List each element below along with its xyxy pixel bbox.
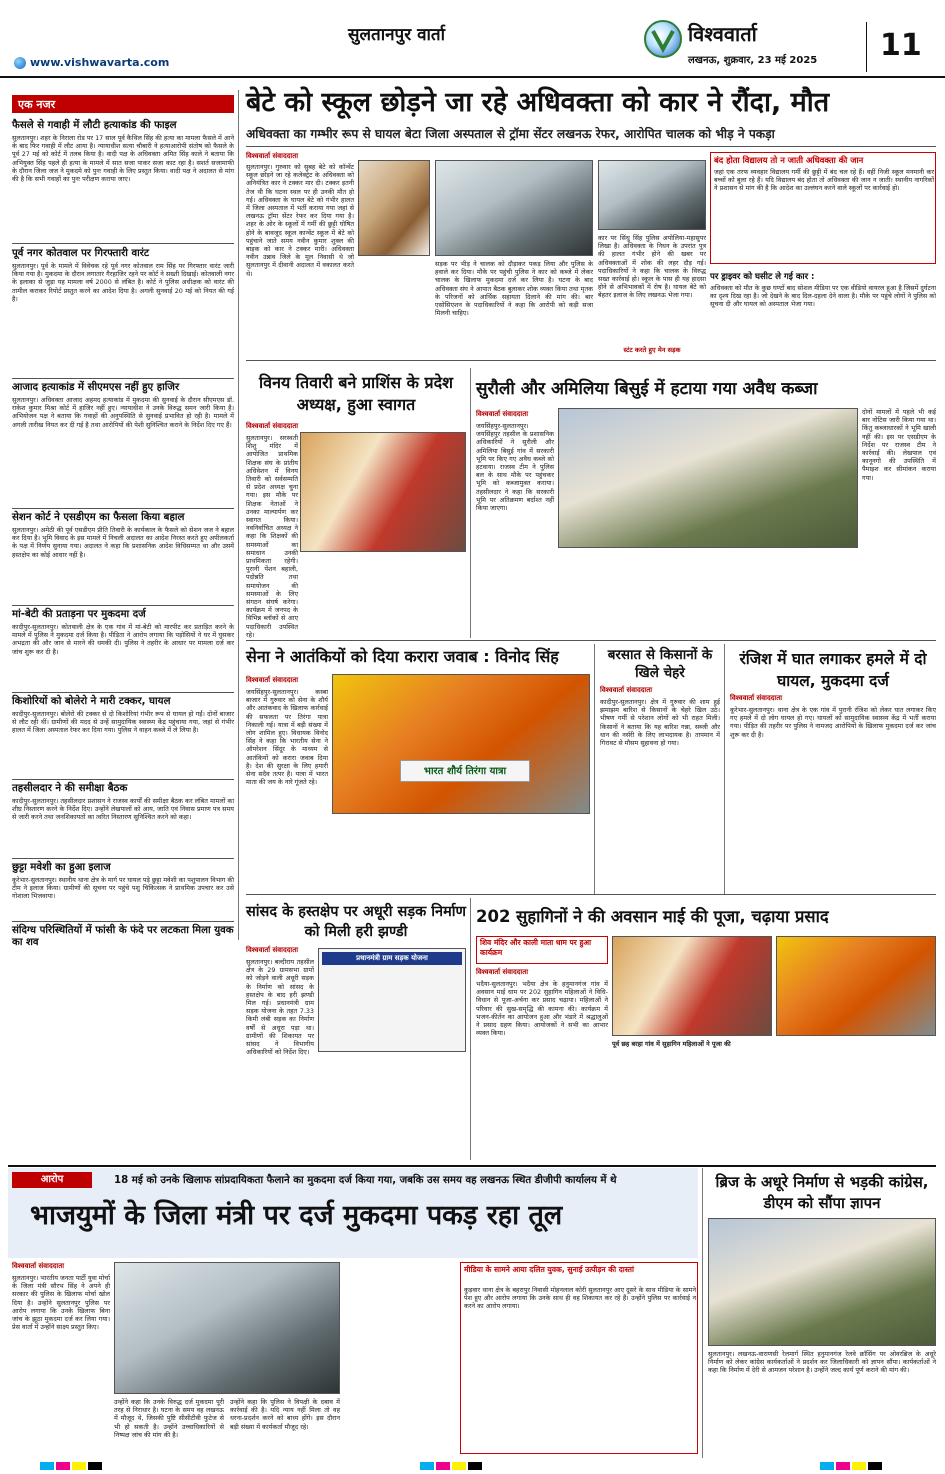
tiranga-banner: भारत शौर्य तिरंगा यात्रा: [400, 760, 530, 782]
story-body: कूरेभार-सुलतानपुर। थाना क्षेत्र के एक गांव में पुरानी रंजिश को लेकर घात लगाकर किए गए हमले में दो लोग घायल हो गए। घायलों को सामुदायिक स्वास्थ्य केंद्र में भर्ती कराया गया। पीड़ित की तहरीर पर पुलिस ने नामजद आरोपियों के खिलाफ मुकदमा दर्ज कर जांच शुरू कर दी है।: [730, 706, 936, 739]
byline: विश्ववार्ता संवाददाता: [730, 694, 783, 702]
inset-headline: मीडिया के सामने आया दलित युवक, सुनाई उत्पीड़न की दास्तां: [464, 1265, 634, 1274]
byline: विश्ववार्ता संवाददाता: [246, 152, 299, 160]
sidebar-item-body: सुलतानपुर। अमेठी की पूर्व एसडीएम प्रीति तिवारी के कार्यकाल के फैसले को सेशन जज ने बहाल कर दिया है। भूमि विवाद के इस मामले में निचली अदालत का आदेश निरस्त करते हुए अपीलकर्ता के पक्ष में निर्णय सुनाया गया। अदालत ने कहा कि प्रशासनिक आदेश विधिसम्मत था और उसमें हस्तक्षेप का कोई आधार नहीं है।: [12, 526, 234, 559]
byline: विश्ववार्ता संवाददाता: [246, 422, 299, 430]
top-story-body: सुलतानपुर। गुरुवार को सुबह बेटे को कॉन्वेंट स्कूल छोड़ने जा रहे कलेक्ट्रेट के अधिवक्ता को अनियंत्रित कार ने टक्कर मार दी। टक्कर इतनी तेज थी कि घटना स्थल पर ही उनकी मौत हो गई। अधिवक्ता के घायल बेटे को गंभीर हालत में जिला अस्पताल में भर्ती कराया गया जहां से लखनऊ ट्रॉमा सेंटर रेफर कर दिया गया है। शहर के ओर के स्कूलों में गर्मी की छुट्टी घोषित होने के बावजूद स्कूल कान्वेंट स्कूल में बेटे को पहुंचाने जाते समय नवीन कुमार शुक्ल की बाइक को कार ने टक्कर मारी। अधिवक्ता नवीन उन्नाव जिले के मूल निवासी थे जो सुलतानपुर में दीवानी अदालत में वकालत करते थे।: [246, 163, 354, 278]
globe-icon: [14, 57, 26, 69]
top-story-body: सड़क पर भीड़ ने चालक को दौड़ाकर पकड़ लिया और पुलिस के हवाले कर दिया। मौके पर पहुंची पुलिस ने कार को कब्जे में लेकर चालक के खिलाफ मुकदमा दर्ज कर लिया है। घटना के बाद अधिवक्ता संघ ने आपात बैठक बुलाकर शोक व्यक्त किया तथा मृतक के परिजनों को आर्थिक सहायता दिलाने की मांग की। बार एसोसिएशन के पदाधिकारियों ने कहा कि आरोपी को कड़ी सजा मिलनी चाहिए।: [435, 260, 593, 318]
story-body: उन्होंने कहा कि पुलिस ने विपक्षी के दबाव में कार्रवाई की है। यदि न्याय नहीं मिला तो वह धरना-प्रदर्शन करने को बाध्य होंगे। इस दौरान बड़ी संख्या में कार्यकर्ता मौजूद रहे।: [230, 1398, 340, 1431]
photo-caption: स्टंट करते हुए मेन सड़क: [623, 346, 681, 354]
byline: विश्ववार्ता संवाददाता: [12, 1262, 65, 1270]
puja-photo-left: [612, 936, 772, 1036]
memorandum-photo: [708, 1218, 936, 1346]
sidebar-item-body: सुलतानपुर। अधिवक्ता आजाद अहमद हत्याकांड में मुकदमा की सुनवाई के दौरान सीएमएस डॉ. राकेश कुमार मिश्रा कोर्ट में हाजिर नहीं हुए। न्यायाधीश ने उनके विरुद्ध समन जारी किया है। अभियोजन पक्ष ने बताया कि गवाहों की अनुपस्थिति से सुनवाई प्रभावित हो रही है। मामले में अगली तारीख नियत कर दी गई है तथा आरोपियों की पेशी सुनिश्चित कराने के निर्देश दिए गए हैं।: [12, 396, 234, 429]
accident-scene-photo: [435, 160, 593, 256]
story-body: जयसिंहपुर-सुलतानपुर। जयसिंहपुर तहसील के प्रशासनिक अधिकारियों ने सुरौली और अमिलिया बिसुई गांव में सरकारी भूमि पर किए गए अवैध कब्जे को हटवाया। राजस्व टीम ने पुलिस बल के साथ मौके पर पहुंचकर भूमि को कब्जामुक्त कराया। तहसीलदार ने कहा कि सरकारी भूमि पर अतिक्रमण बर्दाश्त नहीं किया जाएगा।: [476, 422, 554, 513]
byline: विश्ववार्ता संवाददाता: [600, 686, 653, 694]
story-body: [318, 1056, 466, 1158]
tag-label: आरोप: [12, 1172, 92, 1188]
damaged-bike-photo: [598, 160, 706, 230]
story-body: दोनों मामलों में पहले भी कई बार नोटिस जारी किया गया था। किंतु कब्जाधारकों ने भूमि खाली नहीं की। इस पर एसडीएम के निर्देश पर राजस्व टीम ने कार्रवाई की। लेखपाल एवं कानूनगो की उपस्थिति में पैमाइश कर सीमांकन कराया गया।: [862, 408, 936, 482]
dateline: लखनऊ, शुक्रवार, 23 मई 2025: [688, 55, 818, 66]
brand-logo-icon: [644, 20, 682, 58]
signboard-title: प्रधानमंत्री ग्राम सड़क योजना: [322, 952, 462, 965]
story-body: सुलतानपुर। भारतीय जनता पार्टी युवा मोर्चा के जिला मंत्री सौरभ सिंह ने अपने ही सरकार की पुलिस के खिलाफ मोर्चा खोल दिया है। उन्होंने सुलतानपुर पुलिस पर आरोप लगाया कि उनके खिलाफ बिना जांच के झूठा मुकदमा दर्ज कर लिया गया। प्रेस वार्ता में उन्होंने साक्ष्य प्रस्तुत किए।: [12, 1274, 110, 1332]
right-headline[interactable]: ब्रिज के अधूरे निर्माण से भड़की कांग्रेस, डीएम को सौंपा ज्ञापन: [715, 1173, 929, 1212]
story-body: सुलतानपुर। लखनऊ-वाराणसी रेलमार्ग स्थित हनुमानगंज रेलवे क्रॉसिंग पर ओवरब्रिज के अधूरे निर्माण को लेकर कांग्रेस कार्यकर्ताओं ने प्रदर्शन कर जिलाधिकारी को ज्ञापन सौंपा। कार्यकर्ताओं ने कहा कि निर्माण में देरी से आमजन परेशान है। उन्होंने जल्द कार्य पूर्ण कराने की मांग की।: [708, 1350, 936, 1375]
inset-body: जहां एक तरफ व्यवहार विद्यालय गर्मी की छुट्टी में बंद चल रहे हैं। वहीं निजी स्कूल मनमानी कर बच्चों को बुला रहे हैं। यदि विद्यालय बंद होता तो अधिवक्ता की जान न जाती। स्थानीय नागरिकों ने प्रशासन से मांग की है कि आदेश का उल्लंघन करने वाले स्कूलों पर कार्रवाई हो।: [714, 168, 934, 193]
story-headline[interactable]: बरसात से किसानों के खिले चेहरे: [607, 647, 713, 681]
inset-headline: बंद होता विद्यालय तो न जाती अधिवक्ता की जान: [714, 155, 864, 165]
sidebar-item-headline: सेशन कोर्ट ने एसडीएम का फैसला किया बहाल: [12, 512, 185, 523]
story-headline[interactable]: सेना ने आतंकियों को दिया करारा जवाब : विनोद सिंह: [246, 647, 559, 666]
side-body: अधिवक्ता को मौत के कुछ घण्टों बाद सोशल मीडिया पर एक वीडियो वायरल हुआ है जिसमें दुर्घटना का दृश्य दिख रहा है। जो देखने के बाद दिल-दहला देने वाला है। मौके पर पहुंचे लोगों ने पुलिस को सूचना दी और घायल को अस्पताल भेजा गया।: [710, 284, 936, 309]
sidebar-item-body: सुलतानपुर। शहर के निराला रोड पर 17 साल पूर्व कैथिल सिंह की हत्या का मामला फैसले में आने के बाद फिर गवाही में लौट आया है। न्यायाधीश सत्या चौबारी ने हत्याआरोपी संतोष को फैसले के पूर्व 27 मई को कोर्ट में तलब किया है। वादी पक्ष के अधिवक्ता अमित सिंह काले ने बताया कि अभियुक्त सिंह पहले ही हत्या के मामले में सात सजा पाकर सजा काट रहा है। सशर्त सजामाफी के दौरान जिला जज ने मुकदमे को पुनः गवाही के लिए प्रस्तुत किया। वादी पक्ष ने अदालत से मांग की है कि सभी गवाहों का पुनः परीक्षण कराया जाए।: [12, 134, 234, 184]
tiranga-yatra-photo: [332, 674, 590, 814]
bottom-headline[interactable]: भाजयुमों के जिला मंत्री पर दर्ज मुकदमा पकड़ रहा तूल: [30, 1200, 563, 1231]
sidebar-item-headline: मां-बेटी की प्रताड़ना पर मुकदमा दर्ज: [12, 609, 146, 620]
byline: विश्ववार्ता संवाददाता: [246, 676, 299, 684]
page-section-title: सुलतानपुर वार्ता: [348, 25, 446, 45]
sidebar-item-headline: छुट्टा मवेशी का हुआ इलाज: [12, 862, 111, 873]
lawyer-portrait-photo: [358, 160, 430, 256]
story-headline[interactable]: विनय तिवारी बने प्राशिंस के प्रदेश अध्यक्ष, हुआ स्वागत: [259, 373, 453, 414]
inset-body: कुड़वार थाना क्षेत्र के बहरापुर निवासी मोहनलाल कोरी सुलतानपुर आए दूसरे के साथ मीडिया के सामने पेश हुए और आरोप लगाया कि उनके साथ ही वह शिकायत कर रहे हैं। उन्होंने पुलिस पर कार्रवाई न करने का आरोप लगाया।: [464, 1286, 696, 1311]
story-body: सुलतानपुर। बल्दीराय तहसील क्षेत्र के 29 ग्रामसभा ग्रामों को जोड़ने वाली अधूरी सड़क के निर्माण को सांसद के हस्तक्षेप के बाद हरी झण्डी मिल गई। प्रधानमंत्री ग्राम सड़क योजना के तहत 7.33 किमी लंबी सड़क का निर्माण वर्षों से अधूरा पड़ा था। ग्रामीणों की शिकायत पर सांसद ने विभागीय अधिकारियों को निर्देश दिए।: [246, 958, 314, 1057]
sidebar-item-body: सुलतानपुर। पूर्व के मामले में विवेचक रहे पूर्व नगर कोतवाल राम सिंह पर गिरफ्तार वारंट जारी किया गया है। मुकदमा के दौरान लगातार गैरहाजिर रहने पर कोर्ट ने सख्ती दिखाई। कोतवाली नगर के इलाका से जुड़ा यह मामला वर्ष 2000 से लंबित है। कोर्ट ने पुलिस अधीक्षक को वारंट की तामील कराकर रिपोर्ट प्रस्तुत करने का आदेश दिया है। अगली सुनवाई 20 मई को नियत की गई है।: [12, 262, 234, 303]
page-number: 11: [880, 28, 922, 63]
byline: विश्ववार्ता संवाददाता: [476, 410, 529, 418]
sidebar-item-body: कूरेभार-सुलतानपुर। स्थानीय थाना क्षेत्र के मार्ग पर घायल पड़े छुट्टा मवेशी का पशुपालन विभाग की टीम ने इलाज किया। ग्रामीणों की सूचना पर पहुंचे पशु चिकित्सक ने प्राथमिक उपचार कर उसे गोशाला भिजवाया।: [12, 876, 234, 901]
story-body: [300, 556, 466, 634]
story-headline[interactable]: रंजिश में घात लगाकर हमले में दो घायल, मुकदमा दर्ज: [739, 650, 927, 690]
byline: विश्ववार्ता संवाददाता: [476, 968, 529, 976]
brand-name: विश्ववार्ता: [688, 22, 757, 46]
sidebar-item-headline: तहसीलदार ने की समीक्षा बैठक: [12, 783, 128, 794]
sidebar-item-body: कादीपुर-सुलतानपुर। बोलेरो की टक्कर से दो किशोरियां गंभीर रूप से घायल हो गईं। दोनों बाजार से लौट रही थीं। ग्रामीणों की मदद से उन्हें सामुदायिक स्वास्थ्य केंद्र पहुंचाया गया, जहां से गंभीर हालत में जिला अस्पताल रेफर कर दिया गया। पुलिस ने वाहन कब्जे में ले लिया है।: [12, 710, 234, 735]
story-body: सुलतानपुर। सरस्वती शिशु मंदिर में आयोजित प्राथमिक शिक्षक संघ के प्रांतीय अधिवेशन में विनय तिवारी को सर्वसम्मति से प्रदेश अध्यक्ष चुना गया। इस मौके पर शिक्षक नेताओं ने उनका माल्यार्पण कर स्वागत किया। नवनिर्वाचित अध्यक्ष ने कहा कि शिक्षकों की समस्याओं का समाधान उनकी प्राथमिकता रहेगी। पुरानी पेंशन बहाली, पदोन्नति तथा समायोजन की समस्याओं के लिए संगठन संघर्ष करेगा। कार्यक्रम में जनपद के विभिन्न ब्लॉकों से आए पदाधिकारी उपस्थित रहे।: [246, 434, 298, 639]
callout-text: शिव मंदिर और काली माता धाम पर हुआ कार्यक्रम: [480, 938, 592, 957]
story-body: [558, 552, 858, 634]
sidebar-item-headline: पूर्व नगर कोतवाल पर गिरफ्तारी वारंट: [12, 248, 150, 259]
story-headline[interactable]: सुरौली और अमिलिया बिसुई में हटाया गया अवैध कब्जा: [476, 379, 818, 399]
website-url[interactable]: www.vishwavarta.com: [30, 56, 170, 69]
sidebar-label: एक नजर: [12, 95, 234, 113]
sidebar-item-headline: संदिग्ध परिस्थितियों में फांसी के फंदे पर लटकता मिला युवक का शव: [12, 925, 234, 948]
story-body: भदैया-सुलतानपुर। भदैया क्षेत्र के हनुमानगंज गांव में अवसान माई धाम पर 202 सुहागिन महिलाओं ने विधि-विधान से पूजा-अर्चना कर प्रसाद चढ़ाया। महिलाओं ने परिवार की सुख-समृद्धि की कामना की। कार्यक्रम में भजन-कीर्तन का आयोजन हुआ और भंडारे में श्रद्धालुओं ने प्रसाद ग्रहण किया। आयोजकों ने सभी का आभार व्यक्त किया।: [476, 980, 608, 1038]
story-headline[interactable]: सांसद के हस्तक्षेप पर अधूरी सड़क निर्माण को मिली हरी झण्डी: [246, 904, 466, 940]
sidebar-item-headline: फैसले से गवाही में लौटी हत्याकांड की फाइल: [12, 120, 177, 131]
top-story-subhead: अधिवक्ता का गम्भीर रूप से घायल बेटा जिला अस्पताल से ट्रॉमा सेंटर लखनऊ रेफर, आरोपित चालक को भीड़ ने पकड़ा: [246, 127, 775, 141]
story-body: [612, 1052, 936, 1158]
sidebar-item-headline: किशोरियों को बोलेरो ने मारी टक्कर, घायल: [12, 696, 171, 707]
puja-photo-right: [776, 936, 936, 1036]
story-body: उन्होंने कहा कि उनके विरुद्ध दर्ज मुकदमा पूरी तरह से निराधार है। घटना के समय वह लखनऊ में मौजूद थे, जिसकी पुष्टि सीसीटीवी फुटेज से भी हो सकती है। उन्होंने उच्चाधिकारियों से निष्पक्ष जांच की मांग की है।: [114, 1398, 224, 1439]
press-conference-photo: [114, 1262, 340, 1394]
felicitation-photo: [300, 432, 466, 552]
sidebar-item-body: कादीपुर-सुलतानपुर। तहसीलदार प्रशासन ने राजस्व कार्यों की समीक्षा बैठक कर लंबित मामलों का शीघ्र निस्तारण करने के निर्देश दिए। उन्होंने लेखपालों को आय, जाति एवं निवास प्रमाण पत्र समय से जारी करने तथा जनशिकायतों का त्वरित निस्तारण सुनिश्चित करने को कहा।: [12, 797, 234, 822]
story-body: [332, 818, 590, 886]
story-body: कादीपुर-सुलतानपुर। क्षेत्र में गुरुवार की शाम हुई झमाझम बारिश से किसानों के चेहरे खिल उठे। भीषण गर्मी से परेशान लोगों को भी राहत मिली। किसानों ने बताया कि यह बारिश गन्ना, सब्जी और धान की नर्सरी के लिए लाभदायक है। तापमान में गिरावट से मौसम सुहावना हो गया।: [600, 698, 720, 748]
photo-caption: पूर्व छह बरहा गांव में सुहागिन महिलाओं ने पूजा की: [612, 1040, 731, 1048]
top-story-headline[interactable]: बेटे को स्कूल छोड़ने जा रहे अधिवक्ता को कार ने रौंदा, मौत: [246, 87, 830, 118]
byline: विश्ववार्ता संवाददाता: [246, 946, 299, 954]
bottom-strap: 18 मई को उनके खिलाफ सांप्रदायिकता फैलाने का मुकदमा दर्ज किया गया, जबकि उस समय वह लखनऊ स्थित डीजीपी कार्यालय में थे: [114, 1175, 617, 1186]
side-headline: पर ड्राइवर को घसीट ले गई कार :: [710, 272, 815, 282]
sidebar-item-headline: आजाद हत्याकांड में सीएमएस नहीं हुए हाजिर: [12, 382, 180, 393]
sidebar-item-body: कादीपुर-सुलतानपुर। कोतवाली क्षेत्र के एक गांव में मां-बेटी को मारपीट कर प्रताड़ित करने के मामले में पुलिस ने मुकदमा दर्ज किया है। पीड़िता ने आरोप लगाया कि पड़ोसियों ने घर में घुसकर अभद्रता की और जान से मारने की धमकी दी। पुलिस ने तहरीर के आधार पर मामला दर्ज कर जांच शुरू कर दी है।: [12, 623, 234, 656]
story-body: जयसिंहपुर-सुलतानपुर। कस्बा बाजार में गुरुवार को सेना के शौर्य और आतंकवाद के खिलाफ कार्रवाई की सफलता पर तिरंगा यात्रा निकाली गई। यात्रा में बड़ी संख्या में लोग शामिल हुए। विधायक विनोद सिंह ने कहा कि भारतीय सेना ने ऑपरेशन सिंदूर के माध्यम से आतंकियों को करारा जवाब दिया है। देश की सुरक्षा के लिए हमारी सेना सदैव तत्पर है। यात्रा में भारत माता की जय के नारे गूंजते रहे।: [246, 688, 328, 787]
top-story-body: कार पर सिंधु सिंह पुलिस अपोलिया-महासुपर लिखा है। अधिवक्ता के निधन के उपरांत पुत्र की हालत गंभीर होने की खबर पर अधिवक्ताओं में शोक की लहर दौड़ गई। पदाधिकारियों ने कहा कि चालक के विरुद्ध सख्त कार्रवाई हो। स्कूल के पास ही यह हादसा होने से अभिभावकों में रोष है। घायल बेटे को बेहतर इलाज के लिए लखनऊ भेजा गया।: [598, 234, 706, 300]
story-headline[interactable]: 202 सुहागिनों ने की अवसान माई की पूजा, चढ़ाया प्रसाद: [476, 907, 829, 926]
encroachment-removal-photo: [558, 408, 858, 548]
story-body: [344, 1262, 456, 1454]
top-story-body: [358, 260, 430, 353]
